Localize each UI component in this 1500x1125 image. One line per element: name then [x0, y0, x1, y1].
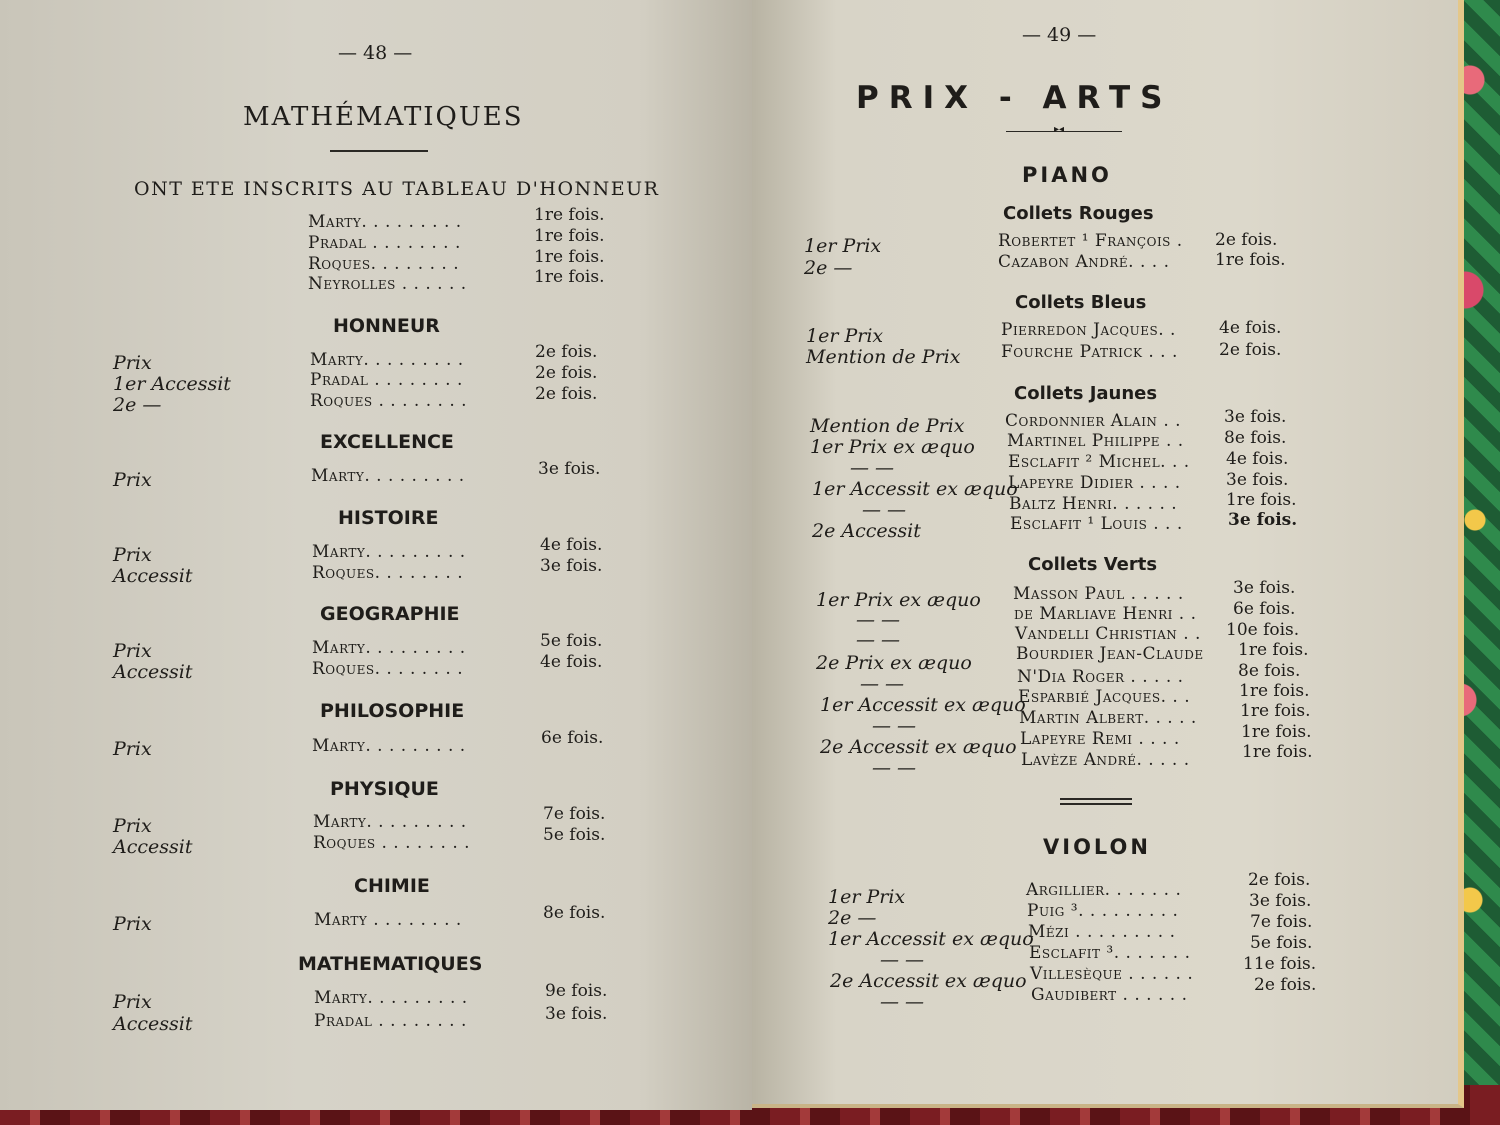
times-count: 3e fois. — [1233, 578, 1296, 598]
section-title: PHYSIQUE — [330, 778, 439, 800]
times-count: 1re fois. — [1240, 701, 1311, 721]
award-label: 2e Accessit — [812, 520, 921, 542]
award-label: Accessit — [113, 1013, 193, 1035]
page-number: — 49 — — [1022, 24, 1097, 46]
left-page — [0, 0, 752, 1110]
section-title: MATHEMATIQUES — [298, 953, 483, 975]
times-count: 10e fois. — [1226, 620, 1300, 640]
award-label: — — — [850, 457, 895, 479]
award-label: 2e Accessit ex æquo — [830, 970, 1027, 992]
award-label: — — — [872, 757, 917, 779]
award-label: — — — [880, 949, 925, 971]
award-label: — — — [880, 991, 925, 1013]
times-count: 3e fois. — [1228, 510, 1298, 530]
award-label: Mention de Prix — [806, 346, 961, 368]
right-page — [752, 0, 1464, 1108]
times-count: 4e fois. — [540, 535, 603, 555]
award-label: Prix — [113, 815, 152, 837]
student-name: Martinel Philippe . . — [1007, 431, 1184, 451]
times-count: 1re fois. — [534, 205, 605, 225]
award-label: Accessit — [113, 661, 193, 683]
student-name: Esparbié Jacques. . . — [1018, 687, 1191, 707]
times-count: 3e fois. — [545, 1004, 608, 1024]
award-label: 1er Accessit ex æquo — [828, 928, 1034, 950]
times-count: 9e fois. — [545, 981, 608, 1001]
student-name: Lapeyre Didier . . . . — [1008, 473, 1181, 493]
award-label: Prix — [113, 352, 152, 374]
times-count: 4e fois. — [540, 652, 603, 672]
student-name: Marty. . . . . . . . . — [308, 212, 462, 232]
page-title: MATHÉMATIQUES — [243, 102, 524, 132]
section-title: PHILOSOPHIE — [320, 700, 465, 722]
section-title: HONNEUR — [333, 315, 440, 337]
times-count: 7e fois. — [543, 804, 606, 824]
award-label: — — — [856, 609, 901, 631]
times-count: 1re fois. — [534, 226, 605, 246]
award-label: 1er Prix — [804, 235, 882, 257]
times-count: 5e fois. — [1250, 933, 1313, 953]
times-count: 4e fois. — [1226, 449, 1289, 469]
student-name: Villesèque . . . . . . — [1030, 964, 1194, 984]
award-label: Prix — [113, 991, 152, 1013]
award-label: — — — [856, 629, 901, 651]
section-divider — [1060, 798, 1132, 800]
ornament-icon: ▸◂ — [1054, 124, 1065, 135]
award-label: 2e Prix ex æquo — [816, 652, 972, 674]
award-label: 1er Accessit — [113, 373, 231, 395]
student-name: Bourdier Jean-Claude — [1016, 644, 1204, 664]
student-name: Robertet ¹ François . — [998, 231, 1183, 251]
times-count: 1re fois. — [1241, 722, 1312, 742]
award-label: Mention de Prix — [810, 415, 965, 437]
student-name: Pradal . . . . . . . . — [314, 1011, 467, 1031]
award-label: Accessit — [113, 565, 193, 587]
student-name: Fourche Patrick . . . — [1001, 342, 1178, 362]
award-label: 2e — — [113, 394, 162, 416]
section-title: GEOGRAPHIE — [320, 603, 460, 625]
award-label: 2e — — [828, 907, 877, 929]
student-name: Marty. . . . . . . . . — [314, 988, 468, 1008]
student-name: Lapeyre Remi . . . . — [1020, 729, 1180, 749]
times-count: 2e fois. — [1219, 340, 1282, 360]
student-name: de Marliave Henri . . — [1014, 604, 1197, 624]
student-name: Roques. . . . . . . . — [312, 659, 464, 679]
times-count: 2e fois. — [535, 363, 598, 383]
times-count: 3e fois. — [540, 556, 603, 576]
award-label: Prix — [113, 738, 152, 760]
instrument-title: PIANO — [1022, 163, 1112, 187]
student-name: Vandelli Christian . . — [1015, 624, 1201, 644]
times-count: 1re fois. — [1238, 640, 1309, 660]
times-count: 3e fois. — [1249, 891, 1312, 911]
student-name: Esclafit ² Michel. . . — [1008, 452, 1190, 472]
times-count: 8e fois. — [1238, 661, 1301, 681]
times-count: 2e fois. — [535, 342, 598, 362]
student-name: Esclafit ³. . . . . . . — [1029, 943, 1191, 963]
title-rule — [330, 150, 428, 152]
award-label: 1er Prix ex æquo — [816, 589, 981, 611]
award-label: Prix — [113, 640, 152, 662]
student-name: Marty. . . . . . . . . — [313, 812, 467, 832]
student-name: Martin Albert. . . . . — [1019, 708, 1197, 728]
student-name: Roques . . . . . . . . — [313, 833, 471, 853]
times-count: 3e fois. — [1224, 407, 1287, 427]
award-label: — — — [860, 673, 905, 695]
student-name: Pradal . . . . . . . . — [310, 370, 463, 390]
page-number: — 48 — — [338, 42, 413, 64]
times-count: 6e fois. — [541, 728, 604, 748]
student-name: Roques . . . . . . . . — [310, 391, 468, 411]
times-count: 2e fois. — [1248, 870, 1311, 890]
student-name: Puig ³. . . . . . . . . — [1027, 901, 1179, 921]
award-label: Prix — [113, 913, 152, 935]
instrument-title: VIOLON — [1043, 835, 1151, 859]
student-name: Cazabon André. . . . — [998, 252, 1170, 272]
times-count: 7e fois. — [1250, 912, 1313, 932]
award-label: 1er Accessit ex æquo — [820, 694, 1026, 716]
student-name: Marty. . . . . . . . . — [312, 736, 466, 756]
award-label: Prix — [113, 544, 152, 566]
group-title: Collets Bleus — [1015, 292, 1147, 313]
student-name: Marty. . . . . . . . . — [311, 466, 465, 486]
section-title: HISTOIRE — [338, 507, 439, 529]
times-count: 1re fois. — [534, 267, 605, 287]
times-count: 8e fois. — [1224, 428, 1287, 448]
student-name: Pradal . . . . . . . . — [308, 233, 461, 253]
student-name: Argillier. . . . . . . — [1026, 880, 1182, 900]
student-name: Baltz Henri. . . . . . — [1009, 494, 1178, 514]
student-name: Marty . . . . . . . . — [314, 910, 462, 930]
times-count: 2e fois. — [1215, 230, 1278, 250]
student-name: Marty. . . . . . . . . — [312, 638, 466, 658]
section-divider — [1060, 803, 1132, 805]
student-name: Marty. . . . . . . . . — [310, 350, 464, 370]
student-name: Gaudibert . . . . . . — [1031, 985, 1188, 1005]
student-name: Roques. . . . . . . . — [312, 563, 464, 583]
student-name: Mézi . . . . . . . . . — [1028, 922, 1176, 942]
times-count: 4e fois. — [1219, 318, 1282, 338]
student-name: Lavèze André. . . . . — [1021, 750, 1190, 770]
award-label: 2e — — [804, 257, 853, 279]
student-name: Roques. . . . . . . . — [308, 254, 460, 274]
student-name: N'Dia Roger . . . . . — [1017, 667, 1184, 687]
times-count: 1re fois. — [1215, 250, 1286, 270]
section-title: EXCELLENCE — [320, 431, 454, 453]
award-label: Accessit — [113, 836, 193, 858]
student-name: Neyrolles . . . . . . — [308, 274, 467, 294]
award-label: 1er Accessit ex æquo — [812, 478, 1018, 500]
group-title: Collets Jaunes — [1014, 383, 1158, 404]
times-count: 2e fois. — [535, 384, 598, 404]
award-label: Prix — [113, 469, 152, 491]
student-name: Esclafit ¹ Louis . . . — [1010, 514, 1183, 534]
student-name: Masson Paul . . . . . — [1013, 584, 1184, 604]
times-count: 5e fois. — [543, 825, 606, 845]
times-count: 1re fois. — [534, 247, 605, 267]
group-title: Collets Rouges — [1003, 203, 1154, 224]
award-label: 1er Prix ex æquo — [810, 436, 975, 458]
section-title: CHIMIE — [354, 875, 430, 897]
times-count: 11e fois. — [1243, 954, 1317, 974]
honneur-heading: ONT ETE INSCRITS AU TABLEAU D'HONNEUR — [134, 178, 660, 200]
times-count: 5e fois. — [540, 631, 603, 651]
student-name: Marty. . . . . . . . . — [312, 542, 466, 562]
times-count: 1re fois. — [1242, 742, 1313, 762]
times-count: 3e fois. — [538, 459, 601, 479]
award-label: 2e Accessit ex æquo — [820, 736, 1017, 758]
page-title: PRIX - ARTS — [856, 80, 1173, 116]
award-label: — — — [862, 499, 907, 521]
award-label: — — — [872, 715, 917, 737]
times-count: 1re fois. — [1239, 681, 1310, 701]
student-name: Cordonnier Alain . . — [1005, 411, 1182, 431]
times-count: 1re fois. — [1226, 490, 1297, 510]
times-count: 6e fois. — [1233, 599, 1296, 619]
award-label: 1er Prix — [828, 886, 906, 908]
group-title: Collets Verts — [1028, 554, 1158, 575]
times-count: 2e fois. — [1254, 975, 1317, 995]
award-label: 1er Prix — [806, 325, 884, 347]
times-count: 8e fois. — [543, 903, 606, 923]
student-name: Pierredon Jacques. . — [1001, 320, 1176, 340]
times-count: 3e fois. — [1226, 470, 1289, 490]
